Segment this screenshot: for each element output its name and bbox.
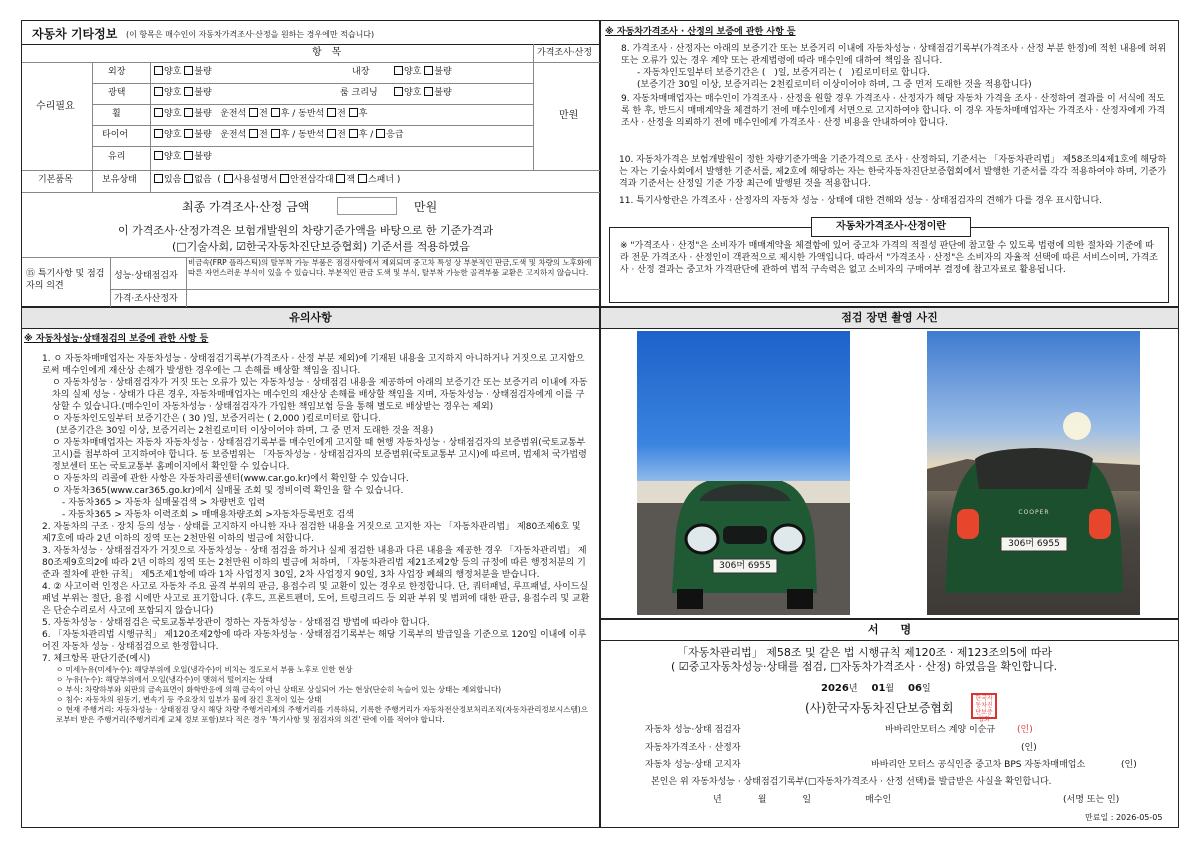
criteria-item: ㅇ 현재 주행거리: 자동차성능 · 상태점검 당시 해당 차량 주행거리계의 주행거리를 기록하되, 기록한 주행거리가 자동차전산정보처리조직(자동차관리정보시스템)으로부터 받은 주행거리(주행거리계 교체 정보 포함)보다 적은 경우 '특기사항 및 점검자의 의견' 란에 이를 적어야 합니다. [56,705,588,724]
tire-label: 타이어 [102,130,129,140]
manual-checkbox[interactable] [224,174,233,183]
glass-label: 유리 [108,152,126,162]
wheel-pass-front[interactable] [327,108,336,117]
criteria-item: ㅇ 누유(누수): 해당부위에서 오일(냉각수)이 맺혀서 떨어지는 상태 [56,675,273,684]
wheel-label: 휠 [112,109,121,119]
price-inspector-row: 자동차가격조사 · 산정자 (인) [645,743,1037,753]
wheel-driver-rear[interactable] [271,108,280,117]
signature-line-1: 「자동차관리법」 제58조 및 같은 법 시행규칙 제120조 · 제123조의5에 따라 [677,646,1052,659]
exterior-bad-checkbox[interactable] [184,66,193,75]
notice-section [21,307,600,828]
exterior-good-checkbox[interactable] [154,66,163,75]
signature-section [600,619,1179,828]
interior-good-checkbox[interactable] [394,66,403,75]
buyer-confirm: 본인은 위 자동차성능 · 상태점검기록부(□자동차가격조사 · 산정 선택)를 발급받은 사실을 확인합니다. [651,777,1052,787]
other-info-note: (이 항목은 매수인이 자동차가격조사·산정을 원하는 경우에만 적습니다) [126,30,375,39]
wheel-pass-rear[interactable] [349,108,358,117]
tire-driver-rear[interactable] [271,129,280,138]
expiry-date: 만료일 : 2026-05-05 [1085,813,1163,822]
price-unit: 만원 [559,110,579,121]
inspector-row: 자동차 성능·상태 점검자 바바리안모터스 계양 이순규 (인) [645,725,1033,735]
interior-bad-checkbox[interactable] [424,66,433,75]
room-good-checkbox[interactable] [394,87,403,96]
notice-item: 6. 「자동차관리법 시행규칙」 제120조제2항에 따라 자동차성능 · 상태점검기록부는 해당 기록부의 발급일을 기준으로 120일 이내에 이루어진 자동차 성능 · 상태점검으로 한정합니다. [42,630,587,652]
basic-status-label: 보유상태 [102,175,137,185]
price-item-8-period: - 자동차인도일부터 보증기간은 ( )일, 보증거리는 ( )킬로미터로 합니다. [637,68,930,78]
notice-header: 유의사항 [22,308,599,329]
sign-date: 2026년 01월 06일 [821,683,931,694]
glass-bad-checkbox[interactable] [184,151,193,160]
criteria-item: ㅇ 미세누유(미세누수): 해당부위에 오일(냉각수)이 비치는 정도로서 부품 노후로 인한 현상 [56,665,353,674]
front-car-photo [637,331,850,615]
notice-item: - 자동차365 > 자동차 이력조회 > 매매용차량조회 >자동차등록번호 검색 [62,510,354,520]
tire-driver-front[interactable] [249,129,258,138]
glass-good-checkbox[interactable] [154,151,163,160]
rear-badge: COOPER [1018,509,1050,516]
rear-plate: 306머 6955 [1008,539,1060,549]
notice-item: 1. ㅇ 자동차매매업자는 자동차성능 · 상태점검기록부(가격조사 · 산정 부분 제외)에 기재된 내용을 고지하지 아니하거나 거짓으로 고지함으로써 매수인에게 재산상 손해가 발생한 경우에는 그 손해를 배상할 책임을 집니다. [42,354,585,376]
wheel-bad-checkbox[interactable] [184,108,193,117]
price-item-8-note: (보증기간 30일 이상, 보증거리는 2천킬로미터 이상이어야 하며, 그 중 먼저 도래한 것을 적용합니다) [637,80,1032,90]
basic-items-label: 기본품목 [38,175,73,185]
front-plate: 306머 6955 [719,561,771,571]
buyer-sign-note: (서명 또는 인) [1063,795,1120,805]
final-price-label: 최종 가격조사·산정 금액 [182,200,310,214]
price-guarantee-section [600,20,1179,307]
price-box [609,227,1169,303]
tire-emergency[interactable] [376,129,385,138]
triangle-checkbox[interactable] [280,174,289,183]
perf-inspector-note: 비금속(FRP 플라스틱)의 탈부착 가능 부품은 점검사항에서 제외되며 중고차 특성 상 부분적인 판금,도색 및 차량의 노후화에 따른 자연스러운 부식이 있을 수 있습니다. 부분적인 판금 도색 및 부식, 탈부착 가능한 골격부품 교환은 고지하지 않습니다. [188,258,592,277]
notice-item: - 자동차365 > 자동차 실매물검색 > 차량번호 입력 [62,498,266,508]
notice-item: (보증기간은 30일 이상, 보증거리는 2천킬로미터 이상이어야 하며, 그 중 먼저 도래한 것을 적용) [56,426,434,436]
signature-line-2: ( ☑중고자동차성능·상태를 점검, □자동차가격조사 · 산정) 하였음을 확인합니다. [671,660,1058,673]
notice-item: ㅇ 자동차365(www.car365.go.kr)에서 실매물 조회 및 정비이력 확인을 할 수 있습니다. [52,486,404,496]
repair-label: 수리필요 [36,101,75,112]
room-bad-checkbox[interactable] [424,87,433,96]
notice-item: ㅇ 자동차성능 · 상태점검자가 거짓 또는 오류가 있는 자동차성능 · 상태점검 내용을 제공하여 아래의 보증기간 또는 보증거리 이내에 자동차의 실제 성능 · 상태가 다른 경우, 자동차매매업자는 매수인의 재산상 손해를 배상할 책임을 지며, 자동차성능 · 상태점검자에게 이를 구상할 수 있습니다.(매수인이 자동차성능 · 상태점검자가 가입한 책임보험 등을 통해 별도로 배상받는 경우는 제외) [52,378,588,412]
price-item-10: 10. 자동차가격은 보험개발원이 정한 차량기준가액을 기준가격으로 조사 · 산정하되, 기준서는 「자동차관리법」 제58조의4제1호에 해당하는 자는 기술사회에서 발행한 기준서를, 제2호에 해당하는 자는 한국자동차진단보증협회에서 발행한 기준서를 각각 적용하여야 하며, 기준가격과 기준서는 산정일 기준 가장 최근에 발행된 것을 적용합니다. [619,155,1167,189]
tire-pass-rear[interactable] [349,129,358,138]
price-box-title: 자동차가격조사·산정이란 [811,217,971,237]
criteria-item: ㅇ 부식: 차량하부와 외판의 금속표면이 화학반응에 의해 금속이 아닌 상태로 상실되어 가는 현상(단순히 녹슬어 있는 상태는 제외합니다) [56,685,501,694]
gloss-good-checkbox[interactable] [154,87,163,96]
col-price-header: 가격조사·산정 [537,48,593,58]
notifier-row: 자동차 성능·상태 고지자 바바리안 모터스 공식인증 중고차 BPS 자동차매매업소 (인) [645,760,1137,770]
price-guarantee-title: ※ 자동차가격조사 · 산정의 보증에 관한 사항 등 [605,27,796,37]
notice-title: ※ 자동차성능·상태점검의 보증에 관한 사항 등 [24,334,209,344]
has-checkbox[interactable] [154,174,163,183]
photo-section [600,307,1179,619]
jack-checkbox[interactable] [336,174,345,183]
spanner-checkbox[interactable] [358,174,367,183]
rear-car-photo [927,331,1140,615]
signature-header: 서 명 [601,620,1178,641]
interior-label: 내장 [352,67,370,77]
other-info-section: 자동차 기타정보 (이 항목은 매수인이 자동차가격조사·산정을 원하는 경우에만 적습니다) 항 목 가격조사·산정 수리필요 외장 양호 불량 내장 양호 불량 광택 양호 불량 룸 크리닝 양호 불량 휠 양호 불량 운전석 전 후 / 동반석 전 후 타이어 양호 불량 운전석 전 후 / 동반석 전 후 / 응급 유리 양호 불량 만원 기본품목 보유상태 있음 없음 ( 사용설명서 안전삼각대 잭 스패너 ) 최종 가격조사·산정 금액 만원 이 가격조사·산정가격은 보험개발원의 차량기준가액을 바탕으로 한 기준가격과 (□기술사회, ☑한국자동차진단보증협회) 기준서를 적용하였음 ⑮ 특기사항 및 점검자의 의견 성능·상태점검자 비금속(FRP 플라스틱)의 탈부착 가능 부품은 점검사항에서 제외되며 중고차 특성 상 부분적인 판금,도색 및 차량의 노후화에 따른 자연스러운 부식이 있을 수 있습니다. 부분적인 판금 도색 및 부식, 탈부착 가능한 골격부품 교환은 고지하지 않습니다. 가격·조사산정자 [21,20,600,307]
notice-item: 2. 자동차의 구조 · 장치 등의 성능 · 상태를 고지하지 아니한 자나 점검한 내용을 거짓으로 고지한 자는 「자동차관리법」 제80조제6호 및 제7호에 따라 2년 이하의 징역 또는 2천만원 이하의 벌금에 처합니다. [42,522,581,544]
notice-item: ㅇ 자동차의 리콜에 관한 사항은 자동차리콜센터(www.car.go.kr)에서 확인할 수 있습니다. [52,474,409,484]
notice-item: ㅇ 자동차인도일부터 보증기간은 ( 30 )일, 보증거리는 ( 2,000 )킬로미터로 합니다. [52,414,382,424]
basis-text: 이 가격조사·산정가격은 보험개발원의 차량기준가액을 바탕으로 한 기준가격과 [118,224,494,237]
final-price-unit: 만원 [414,200,438,214]
price-inspector-label: 가격·조사산정자 [114,294,178,304]
price-box-text: ※ "가격조사 · 산정"은 소비자가 매매계약을 체결함에 있어 중고차 가격의 적절성 판단에 참고할 수 있도록 법령에 의한 절차와 기준에 따라 전문 가격조사 · 산정인이 객관적으로 제시한 가액입니다. 따라서 "가격조사 · 산정"은 소비자의 자율적 선택에 따른 서비스이며, 가격조사 · 산정 결과는 중고차 가격판단에 관하여 법적 구속력은 없고 소비자의 구매여부 결정에 참고자료로 활용됩니다. [620,241,1158,275]
tire-bad-checkbox[interactable] [184,129,193,138]
room-cleaning-label: 룸 크리닝 [340,88,378,98]
tire-good-checkbox[interactable] [154,129,163,138]
perf-inspector-label: 성능·상태점검자 [114,271,178,281]
gloss-bad-checkbox[interactable] [184,87,193,96]
criteria-item: ㅇ 침수: 자동차의 원동기, 변속기 등 주요장치 일부가 물에 잠긴 흔적이 있는 상태 [56,695,322,704]
wheel-driver-front[interactable] [249,108,258,117]
buyer-date-blank: 년 월 일 매수인 [713,795,892,805]
opinion-label: ⑮ 특기사항 및 점검자의 의견 [26,269,105,291]
rear-car-illustration [927,331,1140,615]
tire-pass-front[interactable] [327,129,336,138]
wheel-good-checkbox[interactable] [154,108,163,117]
association-stamp: 한국자동차진단보증협회 [971,693,997,719]
none-checkbox[interactable] [184,174,193,183]
notice-item: 5. 자동차성능 · 상태점검은 국토교통부장관이 정하는 자동차성능 · 상태점검 방법에 따라야 합니다. [42,618,430,628]
photo-header: 점검 장면 촬영 사진 [601,308,1178,329]
final-price-input[interactable] [337,197,397,215]
basis-text-2: (□기술사회, ☑한국자동차진단보증협회) 기준서를 적용하였음 [172,240,470,253]
price-item-8: 8. 가격조사 · 산정자는 아래의 보증기간 또는 보증거리 이내에 자동차성능 · 상태점검기록부(가격조사 · 산정 부분 한정)에 적힌 내용에 허위 또는 오류가 있는 경우 계약 또는 관계법령에 따라 매수인에 대하여 책임을 집니다. [621,44,1167,66]
notice-item: 4. ② 사고이력 인정은 사고로 자동차 주요 골격 부위의 판금, 용접수리 및 교환이 있는 경우로 한정합니다. 단, 쿼터패널, 루프패널, 사이드실패널 부위는 절단, 용접 시에만 사고로 표기합니다. (후드, 프론트펜더, 도어, 트렁크리드 등 외판 부위 및 범퍼에 대한 판금, 용접수리 및 교환은 단순수리로서 사고에 포함되지 않습니다) [42,582,590,616]
notice-list [38,353,592,725]
notice-item: 7. 체크항목 판단기준(예시) [42,654,151,664]
price-item-9: 9. 자동차매매업자는 매수인이 가격조사 · 산정을 원할 경우 가격조사 · 산정자가 해당 자동차 가격을 조사 · 산정하여 결과를 이 서식에 적도록 한 후, 반드시 매매계약을 체결하기 전에 매수인에게 서면으로 고지하여야 합니다. 이 경우 자동차매매업자는 가격조사 · 산정자에게 가격조사 · 산정을 의뢰하기 전에 매수인에게 가격조사 · 산정 비용을 안내하여야 합니다. [621,94,1166,128]
notice-item: ㅇ 자동차매매업자는 자동차 자동차성능 · 상태점검기록부를 매수인에게 고지할 때 현행 자동차성능 · 상태점검자의 보증범위(국토교통부 고시)를 첨부하여 고지하여야 합니다. 동 보증범위는 「자동차성능 · 상태점검자의 보증범위(국토교통부 고시)에 따르며, 법제처 국가법령정보센터 또는 국토교통부 홈페이지에서 확인할 수 있습니다. [52,438,587,472]
gloss-label: 광택 [108,88,126,98]
sign-org: (사)한국자동차진단보증협회 [805,701,954,715]
col-items-header: 항 목 [312,47,342,58]
row-exterior: 외장 [108,67,126,77]
notice-item: 3. 자동차성능 · 상태점검자가 거짓으로 자동차성능 · 상태 점검을 하거나 실제 점검한 내용과 다른 내용을 제공한 경우 「자동차관리법」 제80조제9호의2에 따라 2년 이하의 징역 또는 2천만원 이하의 벌금에 처하며, 「자동차관리법 제21조제2항 등의 규정에 따른 행정처분의 기준과 절차에 관한 규칙」 제5조제1항에 따라 1차 사업정지 30일, 2차 사업정지 90일, 3차 사업장 폐쇄의 행정처분을 받습니다. [42,546,587,580]
other-info-title: 자동차 기타정보 [32,27,118,41]
price-item-11: 11. 특기사항란은 가격조사 · 산정자의 자동차 성능 · 상태에 대한 견해와 성능 · 상태점검자의 견해가 다를 경우 표시합니다. [619,196,1103,206]
